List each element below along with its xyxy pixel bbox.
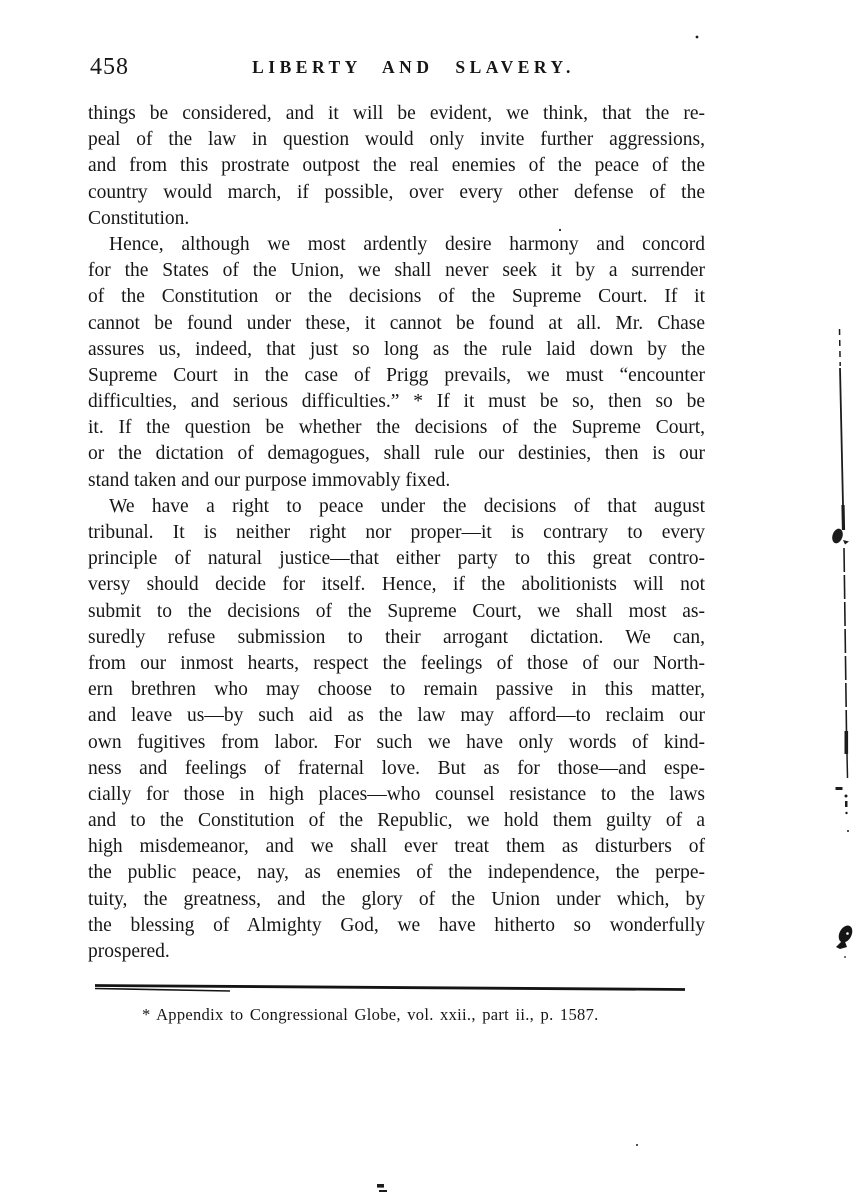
text-line: stand taken and our purpose immovably fixed. xyxy=(88,469,451,491)
text-line: cially for those in high places—who counsel resistance to the laws xyxy=(88,783,705,805)
text-line: principle of natural justice—that either party to this great contro- xyxy=(88,548,705,570)
text-line: submit to the decisions of the Supreme Court, we shall most as- xyxy=(88,600,705,622)
text-line: the blessing of Almighty God, we have hitherto so wonderfully xyxy=(88,914,705,936)
text-line: ern brethren who may choose to remain passive in this matter, xyxy=(88,679,705,701)
text-line: or the dictation of demagogues, shall rule our destinies, then is our xyxy=(88,443,705,465)
page-header xyxy=(88,54,705,84)
text-line: tuity, the greatness, and the glory of the Union under which, by xyxy=(88,888,705,910)
scan-artifact-margin-line xyxy=(830,329,849,832)
text-line: We have a right to peace under the decisions of that august xyxy=(109,495,705,517)
text-line: from our inmost hearts, respect the feelings of those of our North- xyxy=(88,652,705,674)
text-line: country would march, if possible, over every other defense of the xyxy=(88,181,705,203)
text-line: it. If the question be whether the decisions of the Supreme Court, xyxy=(88,417,705,439)
text-line: Supreme Court in the case of Prigg prevails, we must “encounter xyxy=(88,364,705,386)
text-line: cannot be found under these, it cannot be found at all. Mr. Chase xyxy=(88,312,705,334)
text-line: and to the Constitution of the Republic, we hold them guilty of a xyxy=(88,810,705,832)
footnote-rule xyxy=(95,986,685,992)
text-line: high misdemeanor, and we shall ever treat them as disturbers of xyxy=(88,836,705,858)
paragraph xyxy=(88,494,705,965)
text-line: and leave us—by such aid as the law may afford—to reclaim our xyxy=(88,705,705,727)
text-line: assures us, indeed, that just so long as the rule laid down by the xyxy=(88,338,705,360)
text-line: peal of the law in question would only invite further aggressions, xyxy=(88,129,705,151)
footnote: * Appendix to Congressional Globe, vol. xxii., part ii., p. 1587. xyxy=(142,1005,599,1024)
text-line: ness and feelings of fraternal love. But as for those—and espe- xyxy=(88,757,705,779)
scan-artifact-ink-blob xyxy=(836,923,855,958)
text-line: of the Constitution or the decisions of the Supreme Court. If it xyxy=(88,286,705,308)
text-line: versy should decide for itself. Hence, if the abolitionists will not xyxy=(88,574,705,596)
text-line: for the States of the Union, we shall never seek it by a surrender xyxy=(88,260,705,282)
body-text xyxy=(88,101,705,965)
text-line: prospered. xyxy=(88,941,170,962)
page-number: 458 xyxy=(90,54,129,80)
paragraph xyxy=(88,232,705,494)
paragraph xyxy=(88,101,705,232)
text-line: and from this prostrate outpost the real enemies of the peace of the xyxy=(88,155,705,177)
text-line: the public peace, nay, as enemies of the independence, the perpe- xyxy=(88,862,705,884)
text-line: tribunal. It is neither right nor proper—it is contrary to every xyxy=(88,522,705,543)
text-line: things be considered, and it will be evident, we think, that the re- xyxy=(88,103,705,124)
running-title: LIBERTY AND SLAVERY. xyxy=(252,57,575,77)
text-line: Constitution. xyxy=(88,207,190,229)
text-line: Hence, although we most ardently desire harmony and concord xyxy=(109,233,705,255)
text-line: difficulties, and serious difficulties.” * If it must be so, then so be xyxy=(88,391,705,413)
text-line: own fugitives from labor. For such we have only words of kind- xyxy=(88,731,705,753)
text-line: suredly refuse submission to their arrogant dictation. We can, xyxy=(88,626,705,648)
